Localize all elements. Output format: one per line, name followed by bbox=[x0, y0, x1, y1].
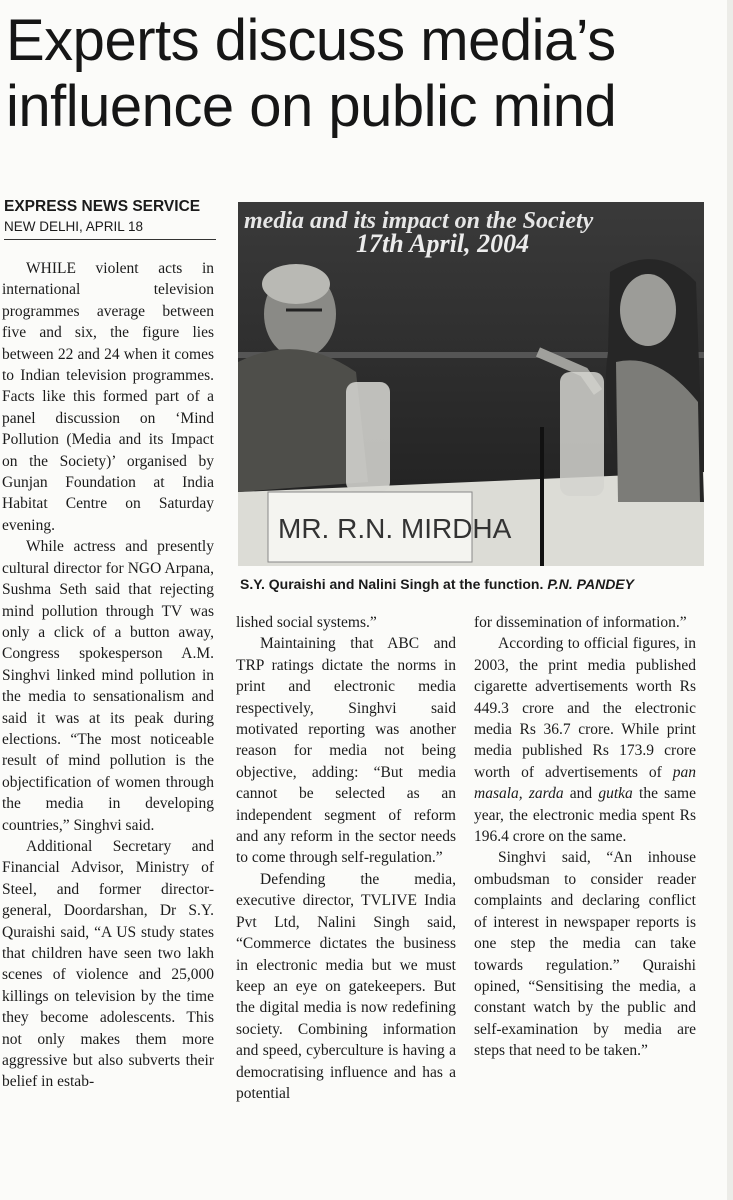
paragraph: Defending the media, executive director, TVLIVE India Pvt Ltd, Nalini Singh said, “Commerce dictates the business in electronic media but we must keep an eye on gatekeepers. But the digital media is now redefining society. Combining information and speed, cyberculture is having a democratising influence and has a potential bbox=[236, 870, 456, 1102]
article-column-2 bbox=[236, 612, 456, 1104]
water-bottle-left bbox=[346, 382, 390, 492]
paragraph: WHILE violent acts in international television programmes average between five and six, the figure lies between 22 and 24 when it comes to Indian television programmes. Facts like this formed part of a panel discussion on ‘Mind Pollution (Media and its Impact on the Society)’ organised by Gunjan Foundation at India Habitat Centre on Saturday evening. bbox=[2, 260, 214, 534]
paragraph-part: and bbox=[563, 785, 599, 803]
paragraph: Singhvi said, “An inhouse ombudsman to consider reader complaints and declaring conflict of interest in newspaper reports is one step the media can take towards regulation.” Quraishi opined, “Sensitising the media, a constant watch by the public and self-examination by media are steps that need to be taken.” bbox=[474, 849, 696, 1060]
article-column-1 bbox=[2, 258, 214, 1093]
paragraph: Maintaining that ABC and TRP ratings dictate the norms in print and electronic media respectively, Singhvi said motivated reporting was another reason for media not being objective, adding: “But media cannot be selected as an independent segment of reform and any reform in the sector needs to come through self-regulation.” bbox=[236, 635, 456, 867]
dateline: NEW DELHI, APRIL 18 bbox=[4, 219, 144, 234]
headline-line-2: influence on public mind bbox=[6, 74, 617, 139]
byline-rule bbox=[4, 239, 216, 240]
photo-credit: P.N. PANDEY bbox=[547, 576, 634, 592]
headline-line-1: Experts discuss media’s bbox=[6, 8, 616, 73]
paragraph-part: According to official figures, in 2003, the print media published cigarette advertisements worth Rs 449.3 crore and the electronic media Rs 36.7 crore. While print media published Rs 173.9 crore worth of advertisements of bbox=[474, 635, 696, 781]
water-bottle-right bbox=[560, 372, 604, 496]
photo-illustration bbox=[238, 202, 704, 566]
caption-text: S.Y. Quraishi and Nalini Singh at the function. bbox=[240, 576, 544, 592]
news-service: EXPRESS NEWS SERVICE bbox=[4, 198, 201, 215]
paragraph bbox=[474, 633, 696, 847]
paragraph: Additional Secretary and Financial Advisor, Ministry of Steel, and former director-general, Doordarshan, Dr S.Y. Quraishi said, “A US study states that children have seen two lakh scenes of violence and 25,000 killings on television by the time they become adolescents. This not only makes them more aggressive but also subverts their belief in estab- bbox=[2, 837, 214, 1091]
photo-banner-date: 17th April, 2004 bbox=[356, 229, 530, 258]
paragraph-part: the same year, the electronic media spent Rs 196.4 crore on the same. bbox=[474, 785, 696, 846]
paragraph: for dissemination of information.” bbox=[474, 614, 687, 631]
event-photo bbox=[238, 202, 704, 566]
italic-term: pan masala, zarda bbox=[474, 763, 696, 803]
paragraph: While actress and presently cultural director for NGO Arpana, Sushma Seth said that rejecting mind pollution through TV was only a click of a button away, Congress spokesperson A.M. Singhvi linked mind pollution in the media to sensationalism and said it was at its peak during elections. “The most noticeable result of mind pollution is the objectification of women through the media in developing countries,” Singhvi said. bbox=[2, 538, 214, 834]
article-column-3 bbox=[474, 612, 696, 1062]
microphone-stand bbox=[540, 427, 544, 566]
italic-term: gutka bbox=[598, 785, 633, 803]
byline bbox=[4, 197, 216, 240]
headline bbox=[6, 8, 726, 140]
photo-caption bbox=[240, 574, 710, 594]
name-plate-text: MR. R.N. MIRDHA bbox=[278, 513, 512, 544]
photo-banner-text: media and its impact on the Society bbox=[244, 208, 594, 234]
page-edge bbox=[727, 0, 733, 1200]
paragraph: lished social systems.” bbox=[236, 614, 377, 631]
